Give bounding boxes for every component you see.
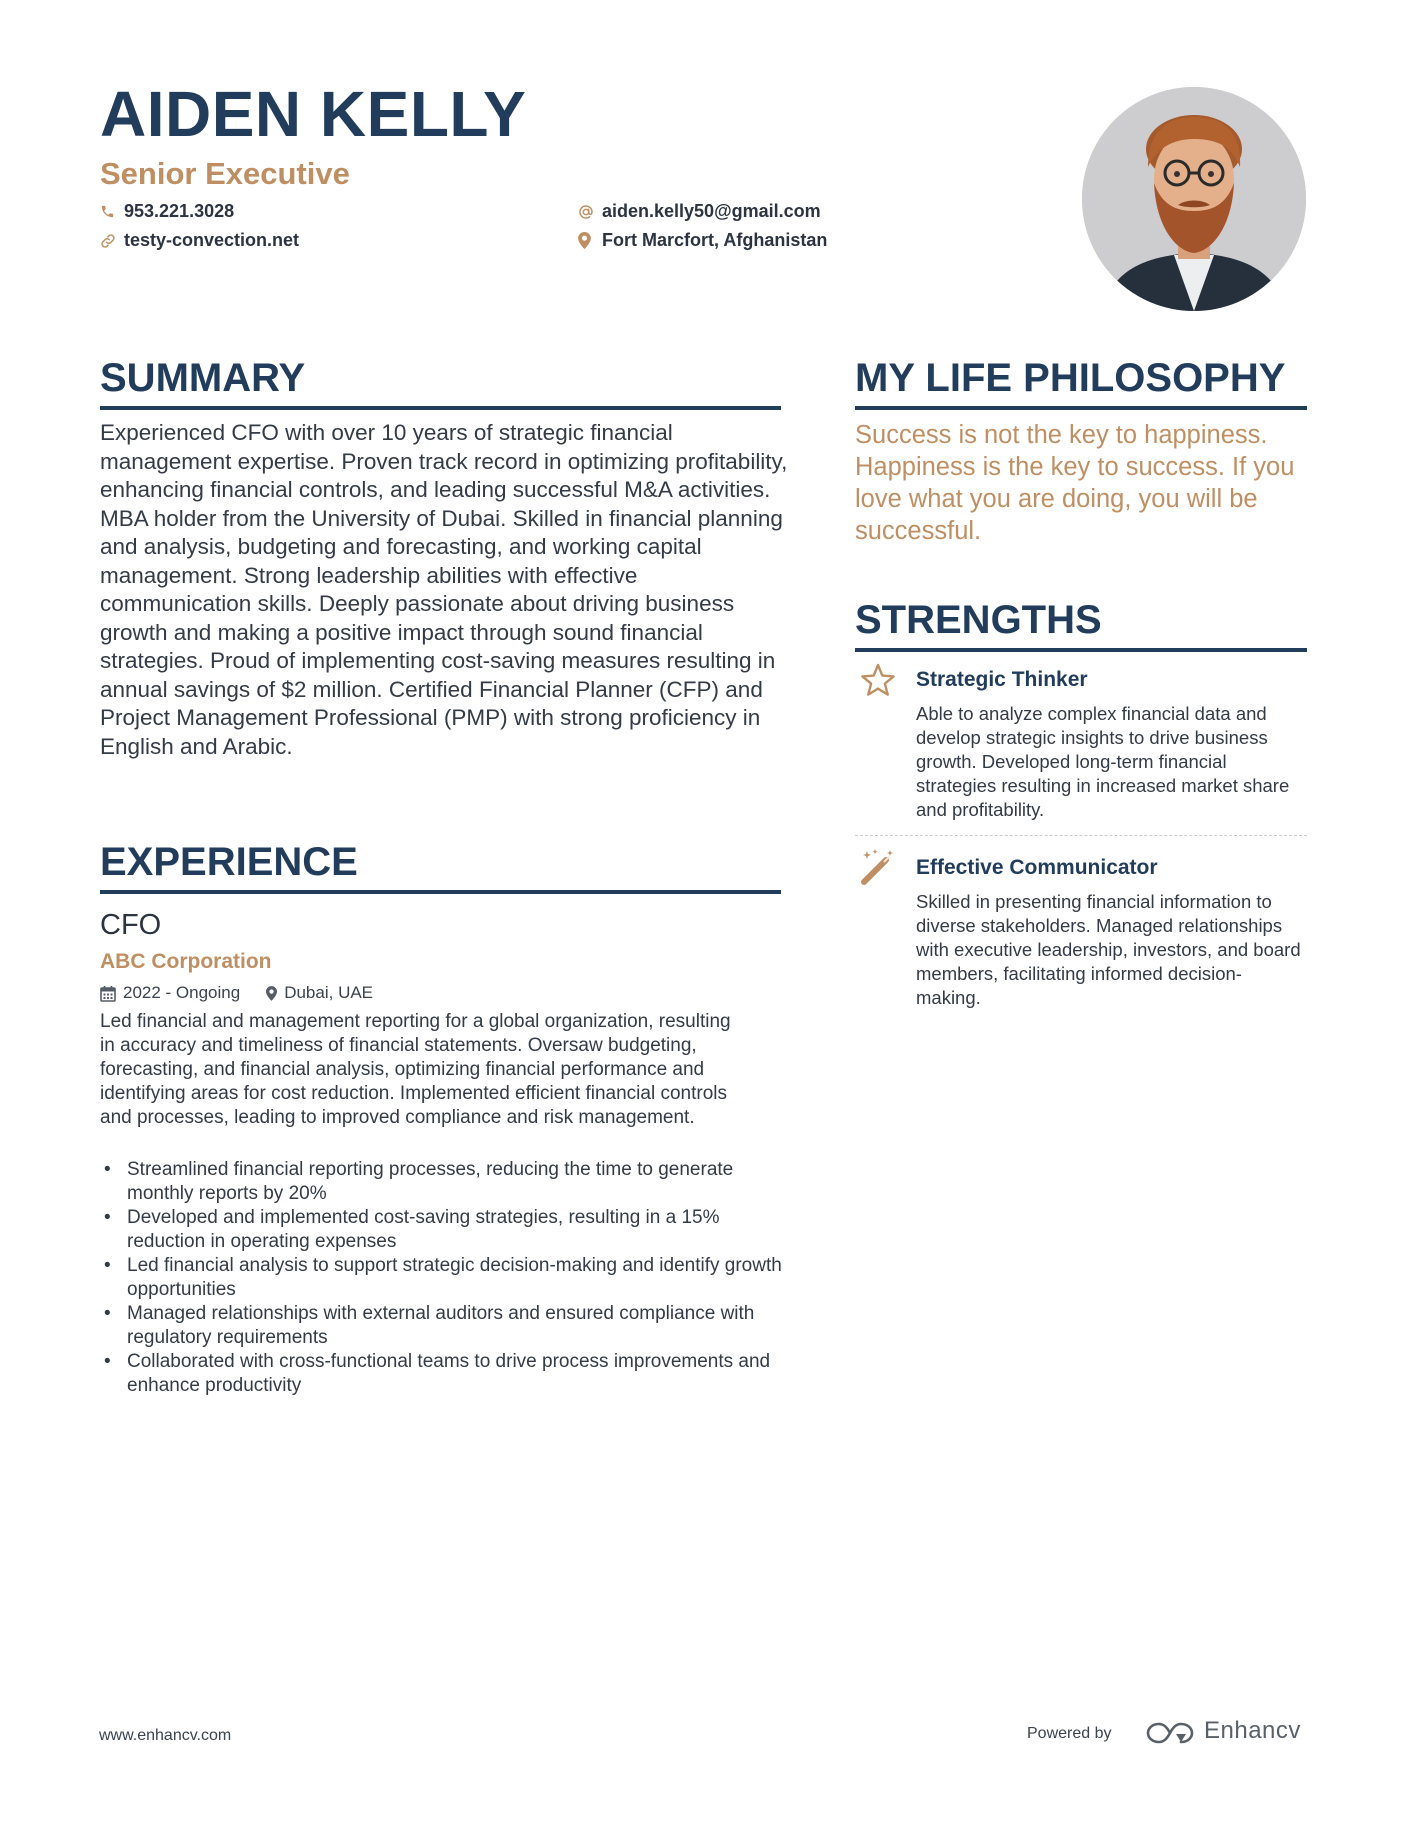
- experience-heading: EXPERIENCE: [100, 842, 781, 894]
- phone-icon: [100, 204, 124, 219]
- philosophy-quote: Success is not the key to happiness. Happiness is the key to success. If you love what you are doing, you will be successful.: [855, 421, 1295, 545]
- list-item: • Led financial analysis to support strategic decision-making and identify growth opportunities: [100, 1254, 790, 1302]
- email-text: aiden.kelly50@gmail.com: [602, 201, 821, 221]
- enhancv-logo-icon: [1146, 1720, 1194, 1751]
- candidate-role: Senior Executive: [100, 156, 350, 191]
- list-item: • Streamlined financial reporting processes, reducing the time to generate monthly reports by 20%: [100, 1158, 790, 1206]
- calendar-icon: [100, 985, 116, 1002]
- at-icon: [578, 204, 602, 220]
- candidate-name: AIDEN KELLY: [100, 78, 527, 150]
- summary-text: Experienced CFO with over 10 years of strategic financial management expertise. Proven track record in optimizing profitability, enhancing financial controls, and leading successful M&A activities. MBA holder from the University of Dubai. Skilled in financial planning and analysis, budgeting and forecasting, and working capital management. Strong leadership abilities with effective communication skills. Deeply passionate about driving business growth and making a positive impact through sound financial strategies. Proud of implementing cost-saving measures resulting in annual savings of $2 million. Certified Financial Planner (CFP) and Project Management Professional (PMP) with strong proficiency in English and Arabic.: [100, 420, 788, 759]
- magic-wand-icon: [858, 848, 898, 888]
- contact-phone: [100, 201, 234, 222]
- footer-url[interactable]: www.enhancv.com: [99, 1727, 232, 1744]
- map-pin-icon: [578, 232, 602, 249]
- location-text: Fort Marcfort, Afghanistan: [602, 230, 828, 250]
- website-text: testy-convection.net: [124, 230, 300, 250]
- strength-divider: [855, 835, 1307, 836]
- job-description: Led financial and management reporting for a global organization, resulting in accuracy and timeliness of financial statements. Oversaw budgeting, forecasting, and financial analysis, optimizing financial performance and identifying areas for cost reduction. Implemented efficient financial controls and processes, leading to improved compliance and risk management.: [100, 1011, 731, 1128]
- avatar: [1082, 87, 1306, 311]
- phone-text: 953.221.3028: [124, 201, 235, 221]
- list-item: • Managed relationships with external auditors and ensured compliance with regulatory requirements: [100, 1302, 790, 1350]
- job-location: Dubai, UAE: [284, 983, 374, 1002]
- star-icon: [858, 661, 898, 701]
- strength-title: Effective Communicator: [916, 856, 1158, 879]
- strength-description: Able to analyze complex financial data and develop strategic insights to drive business growth. Developed long-term financial strategies resulting in increased market share and profitability.: [916, 703, 1290, 820]
- contact-location: [578, 230, 827, 251]
- powered-by-label: Powered by: [1027, 1725, 1112, 1742]
- portrait-photo: [1082, 87, 1306, 311]
- list-item: • Collaborated with cross-functional teams to drive process improvements and enhance productivity: [100, 1350, 790, 1398]
- list-item: • Developed and implemented cost-saving strategies, resulting in a 15% reduction in operating expenses: [100, 1206, 790, 1254]
- philosophy-heading: MY LIFE PHILOSOPHY: [855, 358, 1307, 410]
- summary-heading: SUMMARY: [100, 358, 781, 410]
- link-icon: [100, 233, 124, 249]
- job-title: CFO: [100, 909, 162, 941]
- job-dates: 2022 - Ongoing: [123, 983, 241, 1002]
- strength-title: Strategic Thinker: [916, 668, 1088, 691]
- contact-email[interactable]: [578, 201, 821, 222]
- contact-website[interactable]: [100, 230, 299, 251]
- company-name: ABC Corporation: [100, 950, 272, 973]
- strength-description: Skilled in presenting financial information to diverse stakeholders. Managed relationships with executive leadership, investors, and board members, facilitating informed decision-making.: [916, 891, 1301, 1008]
- brand-name: Enhancv: [1204, 1717, 1301, 1744]
- job-bullets: [100, 1158, 790, 1398]
- strengths-heading: STRENGTHS: [855, 600, 1307, 652]
- map-pin-icon: [266, 986, 277, 1001]
- job-meta: [100, 983, 373, 1003]
